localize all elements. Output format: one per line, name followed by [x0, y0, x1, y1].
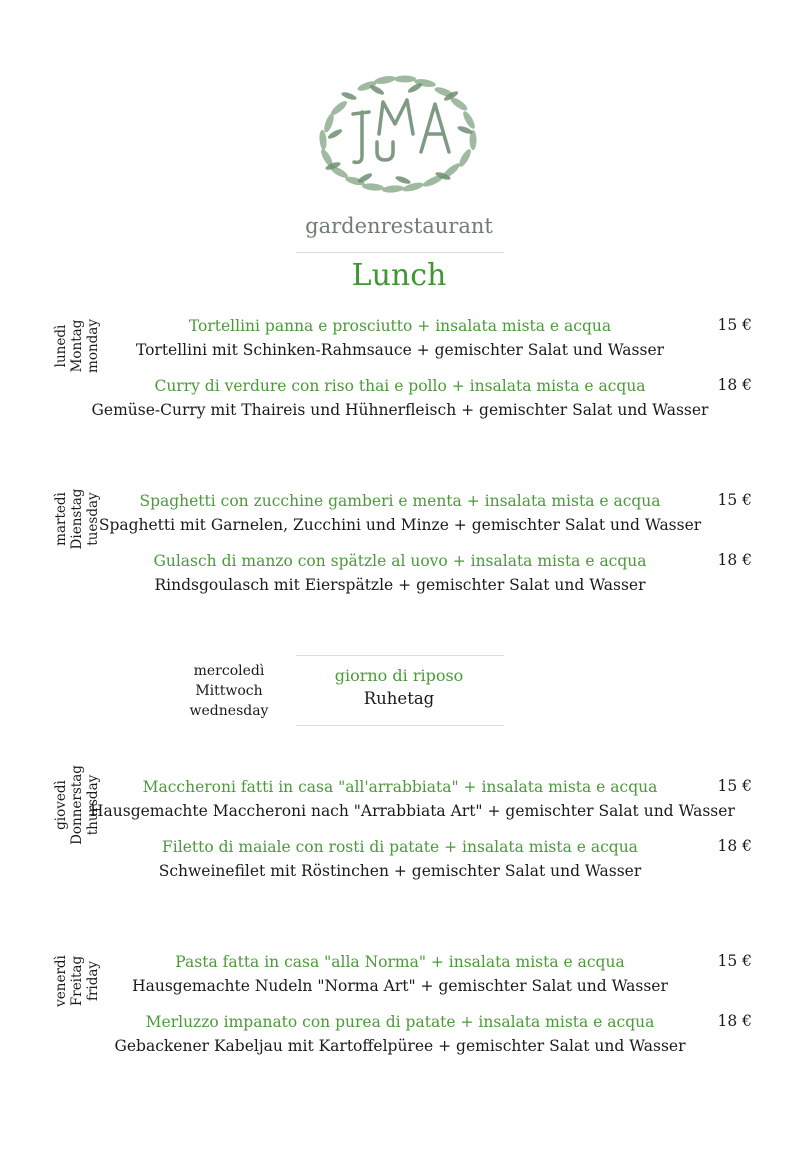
day-name-en: monday [85, 319, 101, 373]
day-name-en: tuesday [85, 492, 101, 546]
price-monday-2: 18 € [717, 376, 752, 394]
day-name-it: giovedì [53, 780, 69, 830]
day-name-de: Freitag [69, 955, 85, 1007]
day-name-en: friday [85, 960, 101, 1002]
day-label-wednesday [170, 661, 288, 721]
menu-title: Lunch [351, 258, 447, 293]
price-tuesday-1: 15 € [717, 491, 752, 509]
dish-italian: Pasta fatta in casa "alla Norma" + insalata mista e acqua [175, 953, 625, 971]
dish-german: Gebackener Kabeljau mit Kartoffelpüree + gemischter Salat und Wasser [114, 1037, 686, 1055]
dish-friday-2 [90, 1011, 710, 1059]
dish-german: Hausgemachte Nudeln "Norma Art" + gemischter Salat und Wasser [132, 977, 668, 995]
price-friday-1: 15 € [717, 952, 752, 970]
day-name-de: Montag [69, 319, 85, 373]
dish-italian: Filetto di maiale con rosti di patate + insalata mista e acqua [162, 838, 638, 856]
dish-italian: Maccheroni fatti in casa "all'arrabbiata" + insalata mista e acqua [142, 778, 658, 796]
dish-german: Spaghetti mit Garnelen, Zucchini und Minze + gemischter Salat und Wasser [98, 516, 702, 534]
header-divider [296, 252, 504, 253]
dish-monday-1 [90, 315, 710, 363]
day-name-de: Donnerstag [69, 765, 85, 845]
dish-german: Rindsgoulasch mit Eierspätzle + gemischter Salat und Wasser [154, 576, 646, 594]
dish-german: Tortellini mit Schinken-Rahmsauce + gemischter Salat und Wasser [135, 341, 665, 359]
price-tuesday-2: 18 € [717, 551, 752, 569]
day-name-it: mercoledì [193, 663, 265, 679]
rest-day-italian: giorno di riposo [334, 666, 464, 685]
day-name-it: venerdì [53, 955, 69, 1007]
dish-italian: Spaghetti con zucchine gamberi e menta + insalata mista e acqua [139, 492, 661, 510]
dish-german: Gemüse-Curry mit Thaireis und Hühnerfleisch + gemischter Salat und Wasser [91, 401, 709, 419]
price-thursday-2: 18 € [717, 837, 752, 855]
day-name-de: Dienstag [69, 488, 85, 550]
price-friday-2: 18 € [717, 1012, 752, 1030]
dish-italian: Gulasch di manzo con spätzle al uovo + insalata mista e acqua [153, 552, 647, 570]
dish-german: Schweinefilet mit Röstinchen + gemischter Salat und Wasser [158, 862, 642, 880]
day-name-it: lunedì [53, 324, 69, 368]
dish-german: Hausgemachte Maccheroni nach "Arrabbiata Art" + gemischter Salat und Wasser [90, 802, 735, 820]
dish-italian: Tortellini panna e prosciutto + insalata mista e acqua [188, 317, 612, 335]
restaurant-tagline: gardenrestaurant [305, 214, 493, 238]
rest-day-german: Ruhetag [363, 689, 435, 708]
rest-day-bottom-divider [296, 725, 504, 726]
juma-wreath-logo [309, 68, 489, 198]
day-name-en: wednesday [189, 703, 269, 719]
dish-tuesday-2 [90, 550, 710, 598]
dish-italian: Merluzzo impanato con purea di patate + insalata mista e acqua [145, 1013, 655, 1031]
day-name-it: martedì [53, 492, 69, 546]
dish-friday-1 [90, 951, 710, 999]
price-thursday-1: 15 € [717, 777, 752, 795]
price-monday-1: 15 € [717, 316, 752, 334]
dish-monday-2 [90, 375, 710, 423]
dish-italian: Curry di verdure con riso thai e pollo + insalata mista e acqua [154, 377, 646, 395]
day-name-en: thursday [85, 774, 101, 836]
day-name-de: Mittwoch [195, 683, 263, 699]
dish-thursday-2 [90, 836, 710, 884]
dish-tuesday-1 [90, 490, 710, 538]
rest-day-top-divider [296, 655, 504, 656]
